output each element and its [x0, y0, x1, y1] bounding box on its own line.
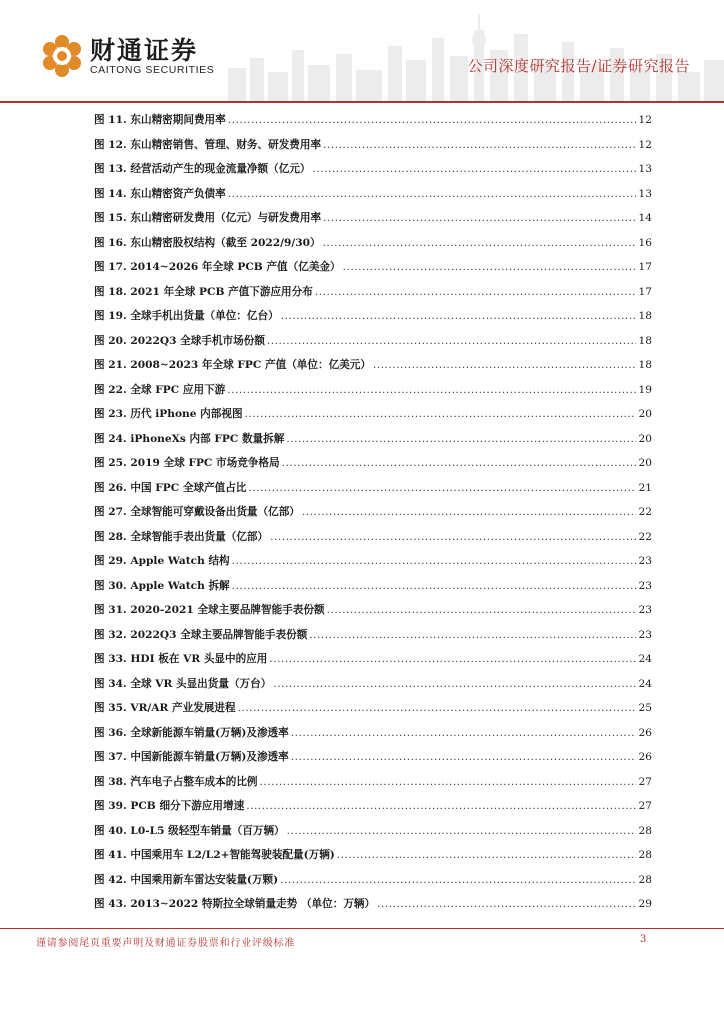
- toc-entry[interactable]: [94, 455, 652, 480]
- toc-entry-title: 图 30. Apple Watch 拆解: [94, 579, 230, 592]
- toc-entry[interactable]: [94, 235, 652, 260]
- toc-entry-title: 图 23. 历代 iPhone 内部视图: [94, 408, 243, 420]
- toc-entry[interactable]: [94, 774, 652, 799]
- toc-entry[interactable]: [94, 431, 652, 456]
- toc-entry-title: 图 27. 全球智能可穿戴设备出货量（亿部）: [94, 506, 300, 518]
- toc-entry-title: 图 31. 2020-2021 全球主要品牌智能手表份额: [94, 604, 325, 616]
- toc-entry-page: 26: [638, 726, 652, 739]
- toc-entry-page: 19: [638, 383, 652, 396]
- toc-entry[interactable]: [94, 896, 652, 921]
- company-logo: [40, 34, 214, 78]
- toc-entry-page: 17: [638, 261, 652, 273]
- toc-entry-page: 25: [638, 702, 652, 714]
- toc-dot-leader: [323, 212, 635, 224]
- toc-dot-leader: [260, 776, 636, 788]
- toc-entry[interactable]: [94, 627, 652, 652]
- toc-dot-leader: [232, 555, 636, 567]
- toc-dot-leader: [232, 580, 636, 592]
- toc-entry[interactable]: [94, 112, 652, 137]
- toc-entry-page: 18: [638, 334, 652, 347]
- toc-entry-title: 图 33. HDI 板在 VR 头显中的应用: [94, 653, 268, 665]
- toc-entry[interactable]: [94, 210, 652, 235]
- toc-dot-leader: [227, 384, 635, 396]
- toc-entry-title: 图 15. 东山精密研发费用（亿元）与研发费用率: [94, 212, 322, 224]
- toc-entry[interactable]: [94, 602, 652, 627]
- toc-entry-title: 图 34. 全球 VR 头显出货量（万台）: [94, 677, 272, 690]
- toc-dot-leader: [337, 849, 636, 861]
- toc-entry-title: 图 13. 经营活动产生的现金流量净额（亿元）: [94, 163, 311, 175]
- toc-entry-page: 28: [638, 873, 652, 886]
- toc-entry-title: 图 41. 中国乘用车 L2/L2+智能驾驶装配量(万辆): [94, 849, 335, 861]
- toc-entry-title: 图 17. 2014~2026 年全球 PCB 产值（亿美金）: [94, 261, 341, 273]
- toc-dot-leader: [302, 506, 636, 518]
- toc-entry[interactable]: [94, 137, 652, 162]
- toc-dot-leader: [273, 678, 635, 690]
- toc-entry-page: 27: [638, 800, 652, 812]
- toc-entry-title: 图 39. PCB 细分下游应用增速: [94, 800, 245, 812]
- toc-dot-leader: [286, 433, 635, 445]
- toc-entry-page: 12: [638, 114, 652, 126]
- toc-entry-title: 图 19. 全球手机出货量（单位：亿台）: [94, 310, 279, 322]
- toc-entry-page: 13: [638, 187, 652, 200]
- toc-entry-page: 20: [638, 432, 652, 445]
- toc-entry[interactable]: [94, 578, 652, 603]
- toc-entry-title: 图 35. VR/AR 产业发展进程: [94, 702, 236, 714]
- toc-entry-page: 23: [638, 579, 652, 592]
- toc-entry[interactable]: [94, 357, 652, 382]
- toc-entry-page: 18: [638, 310, 652, 322]
- toc-entry[interactable]: [94, 651, 652, 676]
- toc-entry-page: 17: [638, 285, 652, 298]
- toc-entry[interactable]: [94, 480, 652, 505]
- toc-entry-page: 28: [638, 849, 652, 861]
- toc-entry-title: 图 42. 中国乘用新车雷达安装量(万颗): [94, 873, 279, 886]
- toc-entry-title: 图 37. 中国新能源车销量(万辆)及渗透率: [94, 751, 289, 763]
- toc-entry-page: 23: [638, 628, 652, 641]
- page-header: [0, 0, 724, 104]
- toc-entry[interactable]: [94, 798, 652, 823]
- toc-entry-title: 图 20. 2022Q3 全球手机市场份额: [94, 334, 265, 347]
- toc-entry[interactable]: [94, 725, 652, 750]
- toc-dot-leader: [373, 359, 636, 371]
- toc-entry-title: 图 12. 东山精密销售、管理、财务、研发费用率: [94, 138, 322, 151]
- toc-dot-leader: [267, 335, 636, 347]
- toc-dot-leader: [245, 408, 636, 420]
- toc-entry[interactable]: [94, 553, 652, 578]
- toc-entry-page: 14: [638, 212, 652, 224]
- toc-entry-page: 29: [638, 898, 652, 910]
- toc-entry[interactable]: [94, 333, 652, 358]
- toc-entry-page: 21: [638, 481, 652, 494]
- toc-dot-leader: [327, 604, 636, 616]
- toc-entry-title: 图 24. iPhoneXs 内部 FPC 数量拆解: [94, 432, 285, 445]
- toc-entry[interactable]: [94, 406, 652, 431]
- toc-entry[interactable]: [94, 161, 652, 186]
- toc-entry[interactable]: [94, 284, 652, 309]
- toc-entry-page: 24: [638, 677, 652, 690]
- toc-entry[interactable]: [94, 186, 652, 211]
- toc-entry-title: 图 14. 东山精密资产负债率: [94, 187, 226, 200]
- toc-entry[interactable]: [94, 847, 652, 872]
- toc-entry-title: 图 32. 2022Q3 全球主要品牌智能手表份额: [94, 628, 308, 641]
- toc-entry-page: 23: [638, 604, 652, 616]
- toc-dot-leader: [238, 702, 636, 714]
- toc-entry-title: 图 16. 东山精密股权结构（截至 2022/9/30）: [94, 236, 321, 249]
- toc-dot-leader: [343, 261, 636, 273]
- toc-dot-leader: [281, 310, 636, 322]
- toc-entry[interactable]: [94, 259, 652, 284]
- toc-dot-leader: [246, 800, 635, 812]
- toc-entry-page: 12: [638, 138, 652, 151]
- toc-dot-leader: [309, 629, 635, 641]
- toc-dot-leader: [280, 874, 635, 886]
- toc-entry-page: 22: [638, 530, 652, 543]
- toc-dot-leader: [270, 531, 635, 543]
- toc-dot-leader: [228, 114, 636, 126]
- toc-entry-title: 图 38. 汽车电子占整车成本的比例: [94, 775, 258, 788]
- report-type-label: 公司深度研究报告/证券研究报告: [467, 57, 690, 75]
- toc-entry-page: 27: [638, 775, 652, 788]
- toc-entry-title: 图 36. 全球新能源车销量(万辆)及渗透率: [94, 726, 289, 739]
- toc-entry-title: 图 22. 全球 FPC 应用下游: [94, 383, 226, 396]
- toc-dot-leader: [248, 482, 635, 494]
- toc-dot-leader: [282, 457, 636, 469]
- caitong-emblem-icon: [40, 34, 84, 78]
- toc-entry[interactable]: [94, 382, 652, 407]
- toc-dot-leader: [377, 898, 635, 910]
- toc-entry-page: 20: [638, 408, 652, 420]
- toc-entry[interactable]: [94, 872, 652, 897]
- toc-entry-page: 24: [638, 653, 652, 665]
- footer-divider: [0, 928, 724, 929]
- toc-dot-leader: [291, 751, 636, 763]
- toc-entry-page: 16: [638, 236, 652, 249]
- toc-entry-page: 23: [638, 555, 652, 567]
- page-number: 3: [640, 934, 647, 945]
- toc-entry[interactable]: [94, 504, 652, 529]
- figure-table-of-contents: [94, 112, 652, 921]
- toc-entry[interactable]: [94, 529, 652, 554]
- toc-entry-title: 图 18. 2021 年全球 PCB 产值下游应用分布: [94, 285, 313, 298]
- toc-entry-title: 图 28. 全球智能手表出货量（亿部）: [94, 530, 269, 543]
- toc-entry[interactable]: [94, 700, 652, 725]
- toc-entry-title: 图 25. 2019 全球 FPC 市场竞争格局: [94, 457, 280, 469]
- toc-dot-leader: [291, 727, 636, 739]
- toc-dot-leader: [313, 163, 636, 175]
- toc-entry[interactable]: [94, 676, 652, 701]
- toc-dot-leader: [315, 286, 636, 298]
- logo-english-name: CAITONG SECURITIES: [90, 63, 215, 76]
- logo-chinese-name: 财通证券: [90, 35, 199, 65]
- toc-entry-page: 18: [638, 359, 652, 371]
- toc-entry[interactable]: [94, 749, 652, 774]
- disclaimer-note: 谨请参阅尾页重要声明及财通证券股票和行业评级标准: [36, 938, 296, 949]
- toc-entry-page: 20: [638, 457, 652, 469]
- toc-dot-leader: [287, 825, 636, 837]
- toc-entry-page: 13: [638, 163, 652, 175]
- toc-dot-leader: [269, 653, 635, 665]
- toc-entry-title: 图 11. 东山精密期间费用率: [94, 114, 226, 126]
- toc-entry-title: 图 21. 2008~2023 年全球 FPC 产值（单位：亿美元）: [94, 359, 371, 371]
- toc-dot-leader: [323, 237, 636, 249]
- toc-entry-title: 图 40. L0-L5 级轻型车销量（百万辆）: [94, 824, 285, 837]
- toc-entry-page: 28: [638, 824, 652, 837]
- toc-dot-leader: [228, 188, 636, 200]
- toc-entry[interactable]: [94, 823, 652, 848]
- toc-entry-page: 26: [638, 751, 652, 763]
- toc-entry[interactable]: [94, 308, 652, 333]
- toc-entry-title: 图 43. 2013~2022 特斯拉全球销量走势 （单位：万辆）: [94, 898, 376, 910]
- toc-dot-leader: [323, 139, 635, 151]
- toc-entry-title: 图 26. 中国 FPC 全球产值占比: [94, 481, 247, 494]
- toc-entry-page: 22: [638, 506, 652, 518]
- header-divider: [0, 101, 724, 103]
- toc-entry-title: 图 29. Apple Watch 结构: [94, 555, 230, 567]
